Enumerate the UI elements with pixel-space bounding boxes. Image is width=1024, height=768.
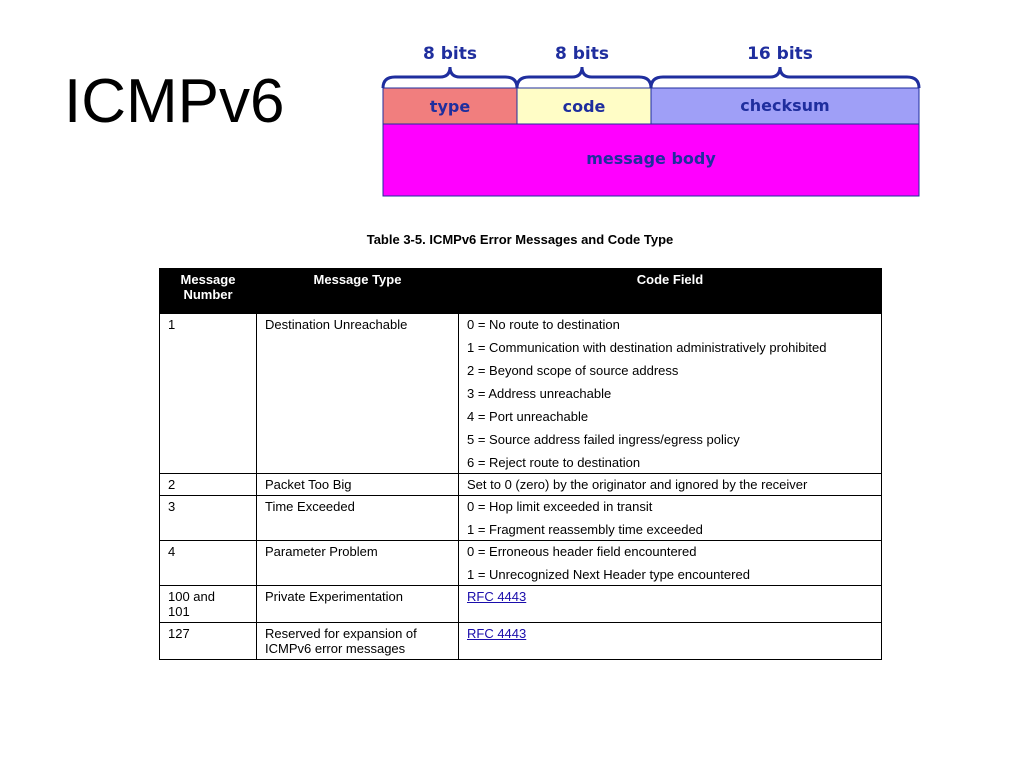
code-field-cell <box>459 496 882 541</box>
message-type-cell: Packet Too Big <box>257 474 459 496</box>
code-line: 3 = Address unreachable <box>467 386 612 401</box>
code-field-cell <box>459 314 882 474</box>
code-line: 1 = Communication with destination administratively prohibited <box>467 340 827 355</box>
code-line: 1 = Unrecognized Next Header type encountered <box>467 567 750 582</box>
code-field-cell <box>459 541 882 586</box>
message-number-cell: 127 <box>160 623 257 660</box>
header-code-field: Code Field <box>459 269 882 314</box>
code-line: 1 = Fragment reassembly time exceeded <box>467 522 703 537</box>
code-line: 0 = Hop limit exceeded in transit <box>467 499 653 514</box>
code-line: 6 = Reject route to destination <box>467 455 641 470</box>
field-checksum-label: checksum <box>740 96 830 115</box>
message-type-cell: Time Exceeded <box>257 496 459 541</box>
code-line: 5 = Source address failed ingress/egress policy <box>467 432 740 447</box>
brace-code <box>517 67 651 88</box>
message-body-label: message body <box>586 149 716 168</box>
brace-checksum <box>651 67 919 88</box>
slide-title: ICMPv6 <box>64 67 285 136</box>
table-row <box>160 541 882 586</box>
code-line: 0 = Erroneous header field encountered <box>467 544 697 559</box>
code-field-cell <box>459 474 882 496</box>
code-field-cell <box>459 623 882 660</box>
code-line: Set to 0 (zero) by the originator and ignored by the receiver <box>467 477 808 492</box>
message-type-cell: Private Experimentation <box>257 586 459 623</box>
bits-label-type: 8 bits <box>423 44 477 64</box>
message-number-cell: 100 and 101 <box>160 586 257 623</box>
code-field-cell <box>459 586 882 623</box>
message-number-cell: 4 <box>160 541 257 586</box>
rfc-4443-link[interactable]: RFC 4443 <box>467 589 527 604</box>
code-line: 2 = Beyond scope of source address <box>467 363 679 378</box>
field-type-label: type <box>429 97 471 116</box>
message-type-cell: Destination Unreachable <box>257 314 459 474</box>
header-message-number: Message Number <box>160 269 257 314</box>
bits-label-code: 8 bits <box>555 44 609 64</box>
table-row <box>160 496 882 541</box>
message-number-cell: 2 <box>160 474 257 496</box>
message-number-cell: 3 <box>160 496 257 541</box>
field-code-label: code <box>562 97 606 116</box>
table-caption: Table 3-5. ICMPv6 Error Messages and Code Type <box>366 232 674 247</box>
brace-type <box>383 67 517 88</box>
bits-label-checksum: 16 bits <box>747 44 813 64</box>
table-row <box>160 623 882 660</box>
message-number-cell: 1 <box>160 314 257 474</box>
rfc-4443-link[interactable]: RFC 4443 <box>467 626 527 641</box>
table-row <box>160 474 882 496</box>
message-type-cell: Reserved for expansion of ICMPv6 error messages <box>257 623 459 660</box>
icmpv6-error-table <box>159 268 882 660</box>
table-header-row <box>160 269 882 314</box>
code-line: 0 = No route to destination <box>467 317 620 332</box>
icmpv6-packet-diagram <box>0 0 1024 210</box>
table-row <box>160 314 882 474</box>
message-type-cell: Parameter Problem <box>257 541 459 586</box>
header-message-type: Message Type <box>257 269 459 314</box>
table-row <box>160 586 882 623</box>
code-line: 4 = Port unreachable <box>467 409 589 424</box>
